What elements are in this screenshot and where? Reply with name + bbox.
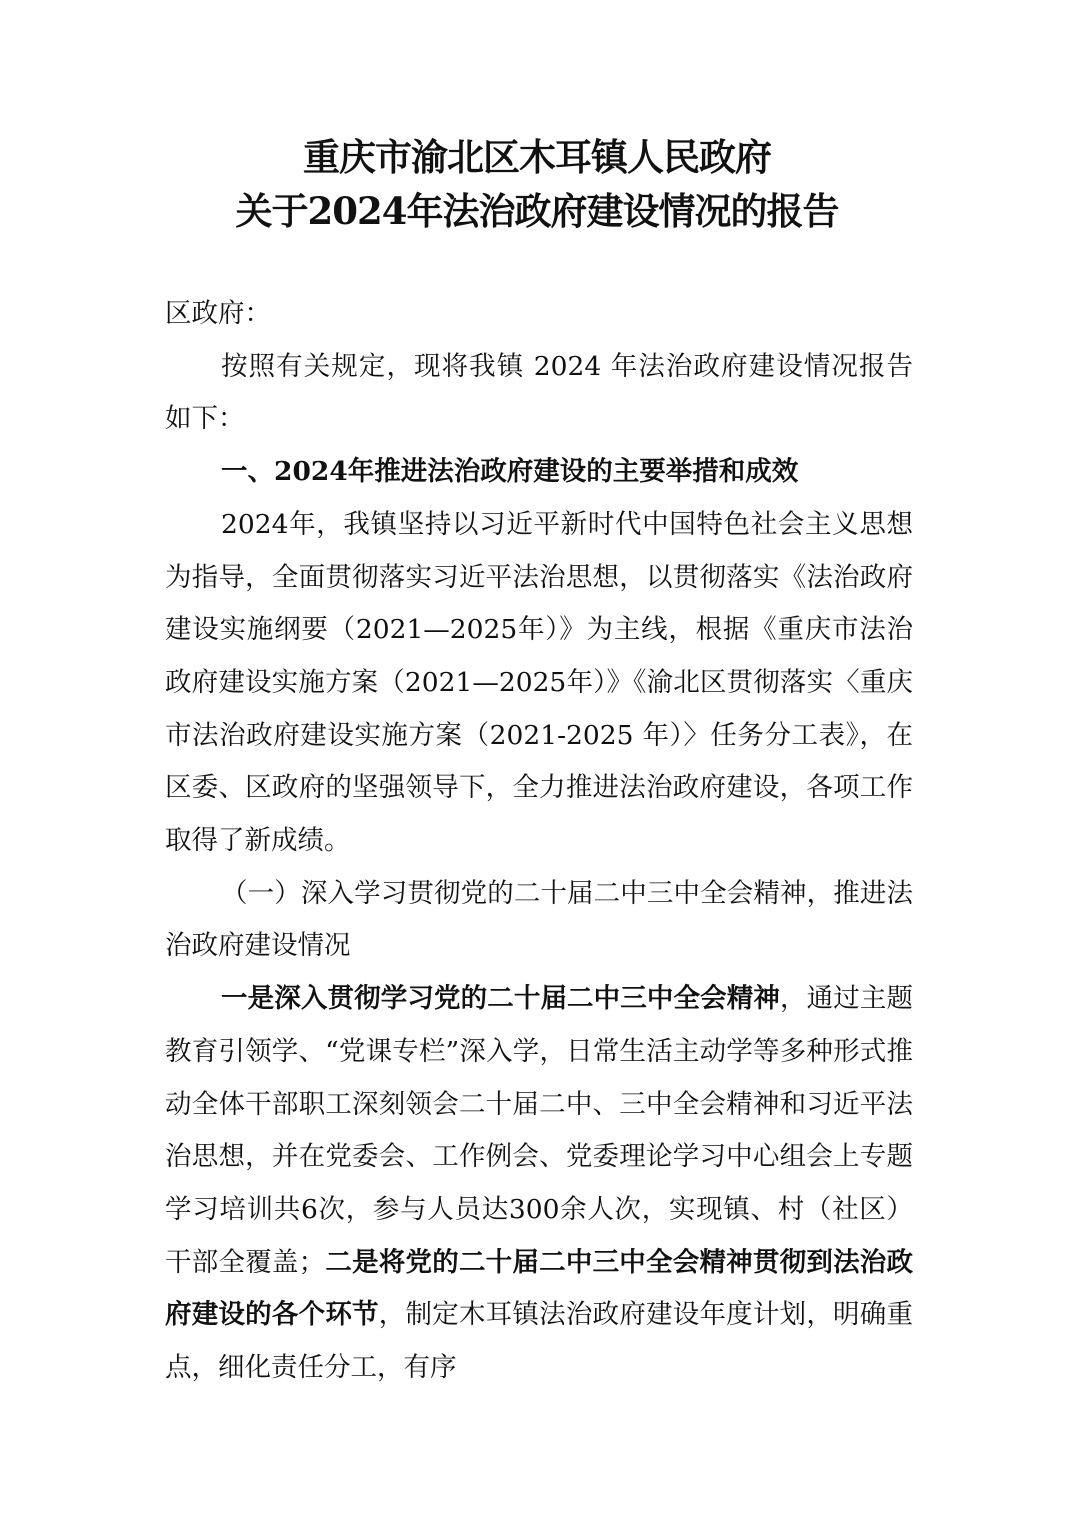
document-body xyxy=(165,288,913,1395)
paragraph-2-bold-2: 二是将党的二十届二中三中全会精神贯彻到法治政府建设的各个环节 xyxy=(165,1246,914,1331)
salutation: 区政府： xyxy=(165,298,271,329)
subsection1-heading: （一）深入学习贯彻党的二十届二中三中全会精神，推进法治政府建设情况 xyxy=(165,877,913,962)
paragraph-2-bold-1: 一是深入贯彻学习党的二十届二中三中全会精神 xyxy=(221,983,781,1015)
paragraph-2-text-2: ，制定木耳镇法治政府建设年度计划，明确重点，细化责任分工，有序 xyxy=(165,1299,914,1384)
paragraph-2 xyxy=(165,973,913,1395)
section1-heading: 一、2024年推进法治政府建设的主要举措和成效 xyxy=(221,456,799,488)
intro-paragraph: 按照有关规定，现将我镇 2024 年法治政府建设情况报告如下： xyxy=(165,350,913,435)
paragraph-2-text-1: ，通过主题教育引领学、“党课专栏”深入学，日常生活主动学等多种形式推动全体干部职工深刻领会二十届二中、三中全会精神和习近平法治思想，并在党委会、工作例会、党委理论学习中心组会上专题学习培训共6次，参与人员达300余人次，实现镇、村（社区）干部全覆盖； xyxy=(165,983,914,1278)
document-title-line1: 重庆市渝北区木耳镇人民政府 xyxy=(303,135,771,179)
document-title-line2: 关于2024年法治政府建设情况的报告 xyxy=(235,189,839,233)
section1-paragraph: 2024年，我镇坚持以习近平新时代中国特色社会主义思想为指导，全面贯彻落实习近平法治思想，以贯彻落实《法治政府建设实施纲要（2021—2025年）》为主线，根据《重庆市法治政府建设实施方案（2021—2025年）》《渝北区贯彻落实〈重庆市法治政府建设实施方案（2021-2025 年）〉任务分工表》，在区委、区政府的坚强领导下，全力推进法治政府建设，各项工作取得了新成绩。 xyxy=(165,508,913,857)
